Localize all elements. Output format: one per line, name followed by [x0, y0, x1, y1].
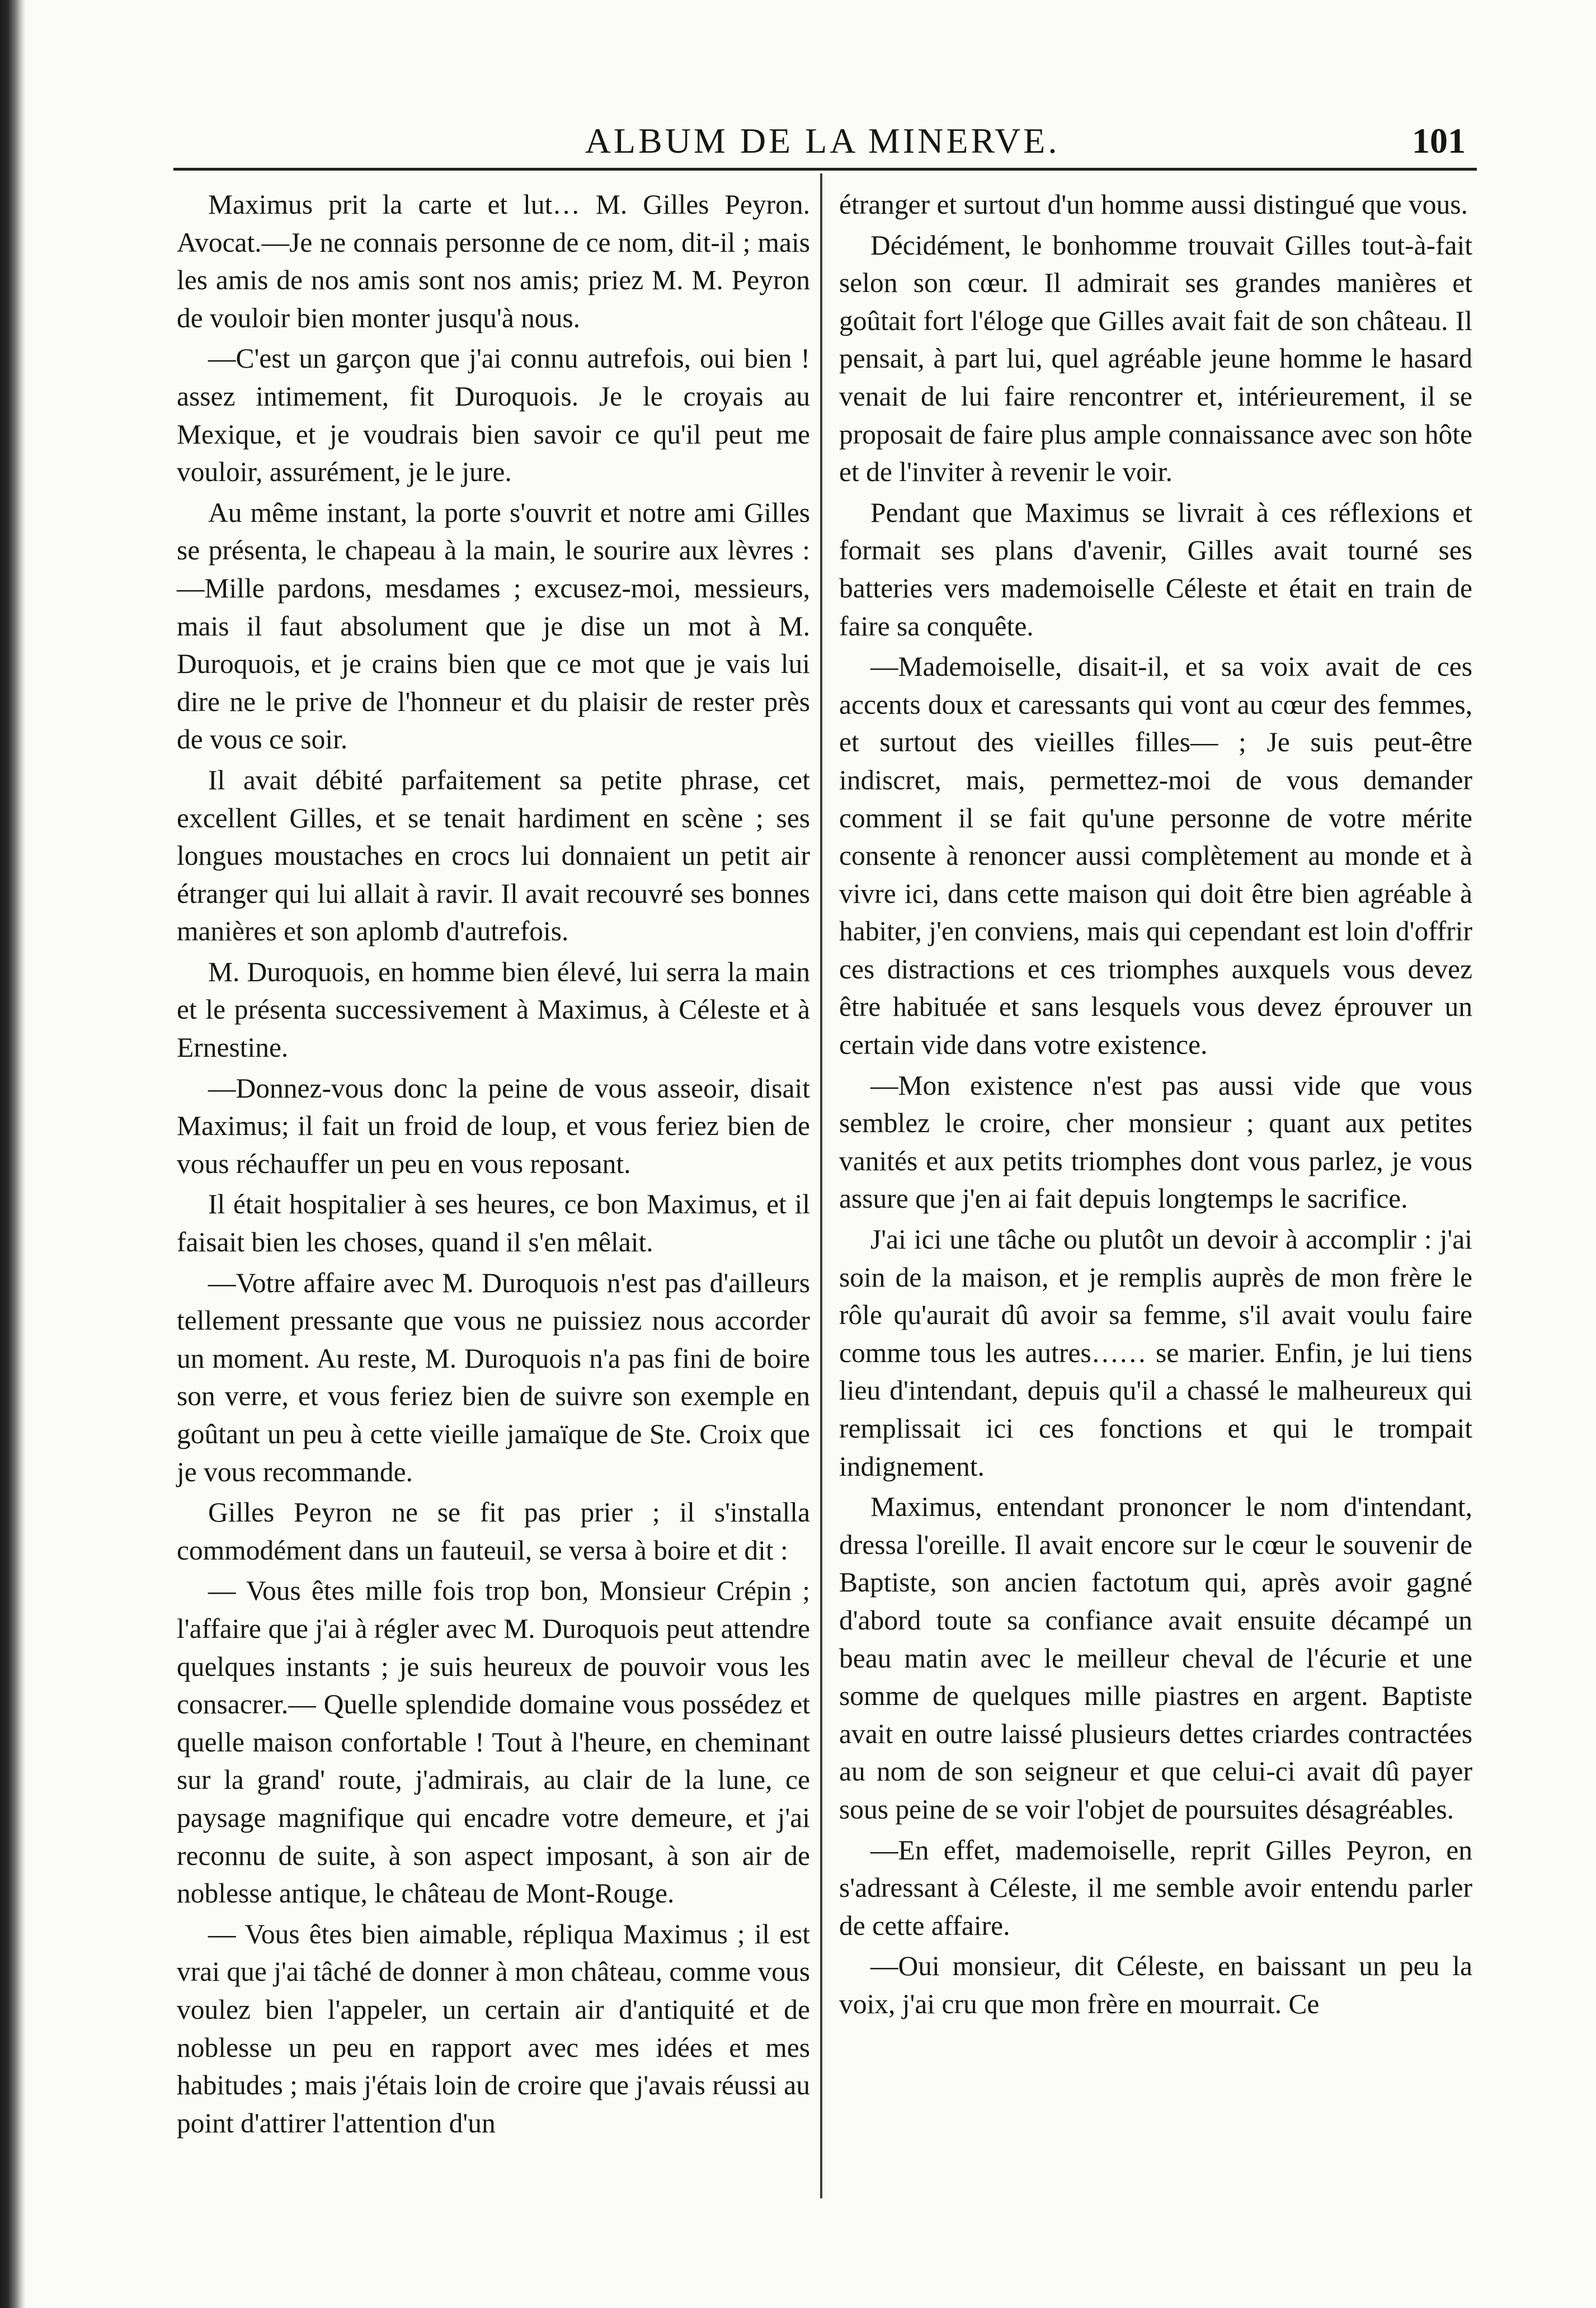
paragraph: M. Duroquois, en homme bien élevé, lui serra la main et le présenta successivement à Maximus, à Céleste et à Ernestine. — [177, 956, 810, 1063]
left-column — [177, 186, 810, 2145]
paragraph: Maximus prit la carte et lut… M. Gilles Peyron. Avocat.—Je ne connais personne de ce nom, dit-il ; mais les amis de nos amis sont nos amis; priez M. M. Peyron de vouloir bien monter jusqu'à nous. — [177, 189, 810, 333]
paragraph: —Mon existence n'est pas aussi vide que vous semblez le croire, cher monsieur ; quant aux petites vanités et aux petits triomphes dont vous parlez, je vous assure que j'en ai fait depuis longtemps le sacrifice. — [839, 1070, 1472, 1214]
paragraph: —C'est un garçon que j'ai connu autrefois, oui bien ! assez intimement, fit Duroquois. Je le croyais au Mexique, et je voudrais bien savoir ce qu'il peut me vouloir, assurément, je le jure. — [177, 343, 810, 488]
page-number: 101 — [1412, 121, 1466, 161]
paragraph: —Oui monsieur, dit Céleste, en baissant un peu la voix, j'ai cru que mon frère en mourrait. Ce — [839, 1951, 1472, 2019]
paragraph: —Donnez-vous donc la peine de vous asseoir, disait Maximus; il fait un froid de loup, et vous feriez bien de vous réchauffer un peu en vous reposant. — [177, 1072, 810, 1179]
paragraph: —Votre affaire avec M. Duroquois n'est pas d'ailleurs tellement pressante que vous ne puissiez nous accorder un moment. Au reste, M. Duroquois n'a pas fini de boire son verre, et vous feriez bien de suivre son exemple en goûtant un peu à cette vieille jamaïque de Ste. Croix que je vous recommande. — [177, 1267, 810, 1487]
paragraph: J'ai ici une tâche ou plutôt un devoir à accomplir : j'ai soin de la maison, et je remplis auprès de mon frère le rôle qu'aurait dû avoir sa femme, s'il avait voulu faire comme tous les autres…… se marier. Enfin, je lui tiens lieu d'intendant, depuis qu'il a chassé le malheureux qui remplissait ici ces fonctions et qui le trompait indignement. — [839, 1224, 1472, 1482]
paragraph: —Mademoiselle, disait-il, et sa voix avait de ces accents doux et caressants qui vont au cœur des femmes, et surtout des vieilles filles— ; Je suis peut-être indiscret, mais, permettez-moi de vous demander comment il se fait qu'une personne de votre mérite consente à renoncer aussi complètement au monde et à vivre ici, dans cette maison qui doit être bien agréable à habiter, j'en conviens, mais qui cependant est loin d'offrir ces distractions et ces triomphes auxquels vous devez être habituée et sans lesquels vous devez éprouver un certain vide dans votre existence. — [839, 651, 1472, 1061]
paragraph: — Vous êtes mille fois trop bon, Monsieur Crépin ; l'affaire que j'ai à régler avec M. Duroquois peut attendre quelques instants ; je suis heureux de pouvoir vous les consacrer.— Quelle splendide domaine vous possédez et quelle maison confortable ! Tout à l'heure, en cheminant sur la grand' route, j'admirais, au clair de la lune, ce paysage magnifique qui encadre votre demeure, et j'ai reconnu de suite, à son aspect imposant, à son air de noblesse antique, le château de Mont-Rouge. — [177, 1575, 810, 1909]
paragraph: — Vous êtes bien aimable, répliqua Maximus ; il est vrai que j'ai tâché de donner à mon château, comme vous voulez bien l'appeler, un certain air d'antiquité et de noblesse un peu en rapport avec mes idées et mes habitudes ; mais j'étais loin de croire que j'avais réussi au point d'attirer l'attention d'un — [177, 1918, 810, 2139]
paragraph: Au même instant, la porte s'ouvrit et notre ami Gilles se présenta, le chapeau à la main, le sourire aux lèvres :—Mille pardons, mesdames ; excusez-moi, messieurs, mais il faut absolument que je dise un mot à M. Duroquois, et je crains bien que ce mot que je vais lui dire ne le prive de l'honneur et du plaisir de rester près de vous ce soir. — [177, 497, 810, 755]
paragraph: Il avait débité parfaitement sa petite phrase, cet excellent Gilles, et se tenait hardiment en scène ; ses longues moustaches en crocs lui donnaient un petit air étranger qui lui allait à ravir. Il avait recouvré ses bonnes manières et son aplomb d'autrefois. — [177, 764, 810, 947]
paragraph: —En effet, mademoiselle, reprit Gilles Peyron, en s'adressant à Céleste, il me semble avoir entendu parler de cette affaire. — [839, 1834, 1472, 1941]
paragraph: Décidément, le bonhomme trouvait Gilles tout-à-fait selon son cœur. Il admirait ses grandes manières et goûtait fort l'éloge que Gilles avait fait de son château. Il pensait, à part lui, quel agréable jeune homme le hasard venait de lui faire rencontrer et, intérieurement, il se proposait de faire plus ample connaissance avec son hôte et de l'inviter à revenir le voir. — [839, 229, 1472, 488]
paragraph: Pendant que Maximus se livrait à ces réflexions et formait ses plans d'avenir, Gilles avait tourné ses batteries vers mademoiselle Céleste et était en train de faire sa conquête. — [839, 497, 1472, 642]
paragraph: Maximus, entendant prononcer le nom d'intendant, dressa l'oreille. Il avait encore sur le cœur le souvenir de Baptiste, son ancien factotum qui, après avoir gagné d'abord toute sa confiance avait ensuite décampé un beau matin avec le meilleur cheval de l'écurie et une somme de quelques mille piastres en argent. Baptiste avait en outre laissé plusieurs dettes criardes contractées au nom de son seigneur et que celui-ci avait dû payer sous peine de se voir l'objet de poursuites désagréables. — [839, 1491, 1472, 1825]
paragraph: Gilles Peyron ne se fit pas prier ; il s'installa commodément dans un fauteuil, se versa à boire et dit : — [177, 1497, 810, 1566]
page-binding-edge — [0, 0, 26, 2308]
running-head: ALBUM DE LA MINERVE. — [585, 121, 1060, 161]
header-rule — [173, 168, 1477, 171]
page-header — [179, 112, 1466, 173]
right-column — [839, 186, 1472, 2026]
paragraph: Il était hospitalier à ses heures, ce bon Maximus, et il faisait bien les choses, quand il s'en mêlait. — [177, 1189, 810, 1258]
paragraph-continuation: étranger et surtout d'un homme aussi distingué que vous. — [839, 189, 1468, 220]
column-divider — [820, 173, 822, 2198]
